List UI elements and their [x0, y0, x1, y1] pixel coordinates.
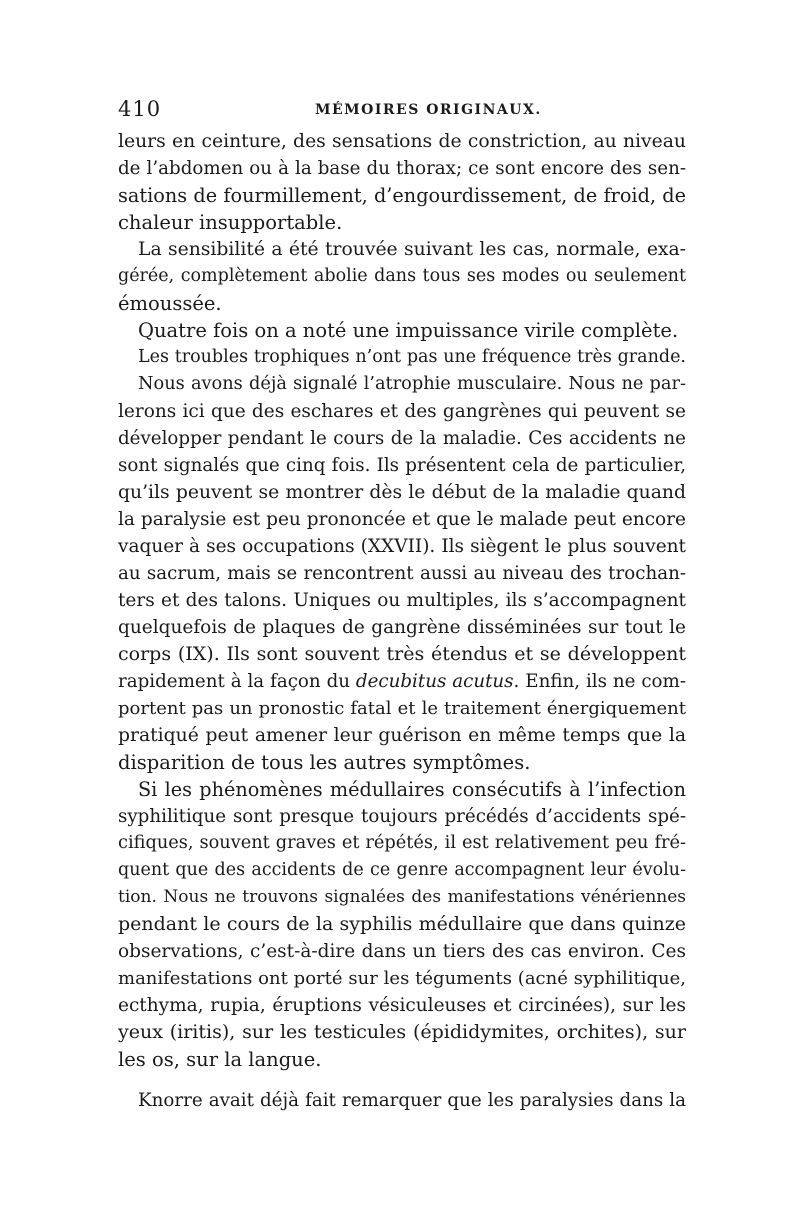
text-line: La sensibilité a été trouvée suivant les cas, normale, exa-: [138, 239, 686, 260]
text-line: sations de fourmillement, d’engourdissement, de froid, de: [118, 184, 686, 207]
text-line: Les troubles trophiques n’ont pas une fréquence très grande.: [138, 347, 686, 367]
text-line: yeux (iritis), sur les testicules (épididymites, orchites), sur: [118, 1021, 686, 1043]
text-line: gérée, complètement abolie dans tous ses modes ou seulement: [118, 266, 686, 286]
text-line: de l’abdomen ou à la base du thorax; ce sont encore des sen-: [118, 158, 686, 179]
text-line: ecthyma, rupia, éruptions vésiculeuses et circinées), sur les: [118, 995, 686, 1016]
text-line: la paralysie est peu prononcée et que le malade peut encore: [118, 509, 686, 530]
italic-term: decubitus acutus: [355, 671, 514, 692]
text-line: portent pas un pronostic fatal et le traitement énergiquement: [118, 698, 686, 719]
text-line: ters et des talons. Uniques ou multiples, ils s’accompagnent: [118, 590, 686, 611]
text-line: Si les phénomènes médullaires consécutifs à l’infection: [138, 778, 686, 801]
page-number: 410: [118, 97, 162, 121]
text-line: sont signalés que cinq fois. Ils présentent cela de particulier,: [118, 455, 686, 476]
text-line: pendant le cours de la syphilis médullaire que dans quinze: [118, 913, 686, 935]
text-line: lerons ici que des eschares et des gangrènes qui peuvent se: [118, 401, 686, 422]
text-line: manifestations ont porté sur les téguments (acné syphilitique,: [118, 968, 686, 989]
text-run: rapidement à la façon du: [118, 671, 356, 692]
text-line: qu’ils peuvent se montrer dès le début de la maladie quand: [118, 482, 686, 503]
text-line: les os, sur la langue.: [118, 1048, 322, 1071]
text-line: [118, 668, 686, 695]
text-line: leurs en ceinture, des sensations de constriction, au niveau: [118, 131, 686, 152]
text-line: développer pendant le cours de la maladie. Ces accidents ne: [118, 428, 686, 449]
running-title: MÉMOIRES ORIGINAUX.: [315, 102, 542, 118]
text-line: vaquer à ses occupations (XXVII). Ils siègent le plus souvent: [118, 536, 686, 557]
text-line: Nous avons déjà signalé l’atrophie musculaire. Nous ne par-: [138, 374, 686, 394]
text-line: tion. Nous ne trouvons signalées des manifestations vénériennes: [118, 887, 686, 907]
text-line: observations, c’est-à-dire dans un tiers des cas environ. Ces: [118, 941, 686, 962]
text-line: émoussée.: [118, 292, 222, 315]
body-text: [118, 128, 686, 1114]
text-line: chaleur insupportable.: [118, 211, 343, 234]
text-line: au sacrum, mais se rencontrent aussi au niveau des trochan-: [118, 563, 686, 584]
text-line: corps (IX). Ils sont souvent très étendus et se développent: [118, 643, 686, 665]
text-run: . Enfin, ils ne com-: [513, 671, 686, 692]
text-line: cifiques, souvent graves et répétés, il est relativement peu fré-: [118, 833, 686, 853]
page-header: [118, 97, 686, 125]
text-line: Knorre avait déjà fait remarquer que les paralysies dans la: [138, 1090, 686, 1111]
text-line: pratiqué peut amener leur guérison en même temps que la: [118, 725, 686, 746]
text-line: syphilitique sont presque toujours précédés d’accidents spé-: [118, 806, 686, 827]
text-line: disparition de tous les autres symptômes.: [118, 751, 531, 774]
text-line: Quatre fois on a noté une impuissance virile complète.: [138, 319, 679, 342]
text-line: quent que des accidents de ce genre accompagnent leur évolu-: [118, 860, 686, 880]
text-line: quelquefois de plaques de gangrène disséminées sur tout le: [118, 617, 686, 638]
